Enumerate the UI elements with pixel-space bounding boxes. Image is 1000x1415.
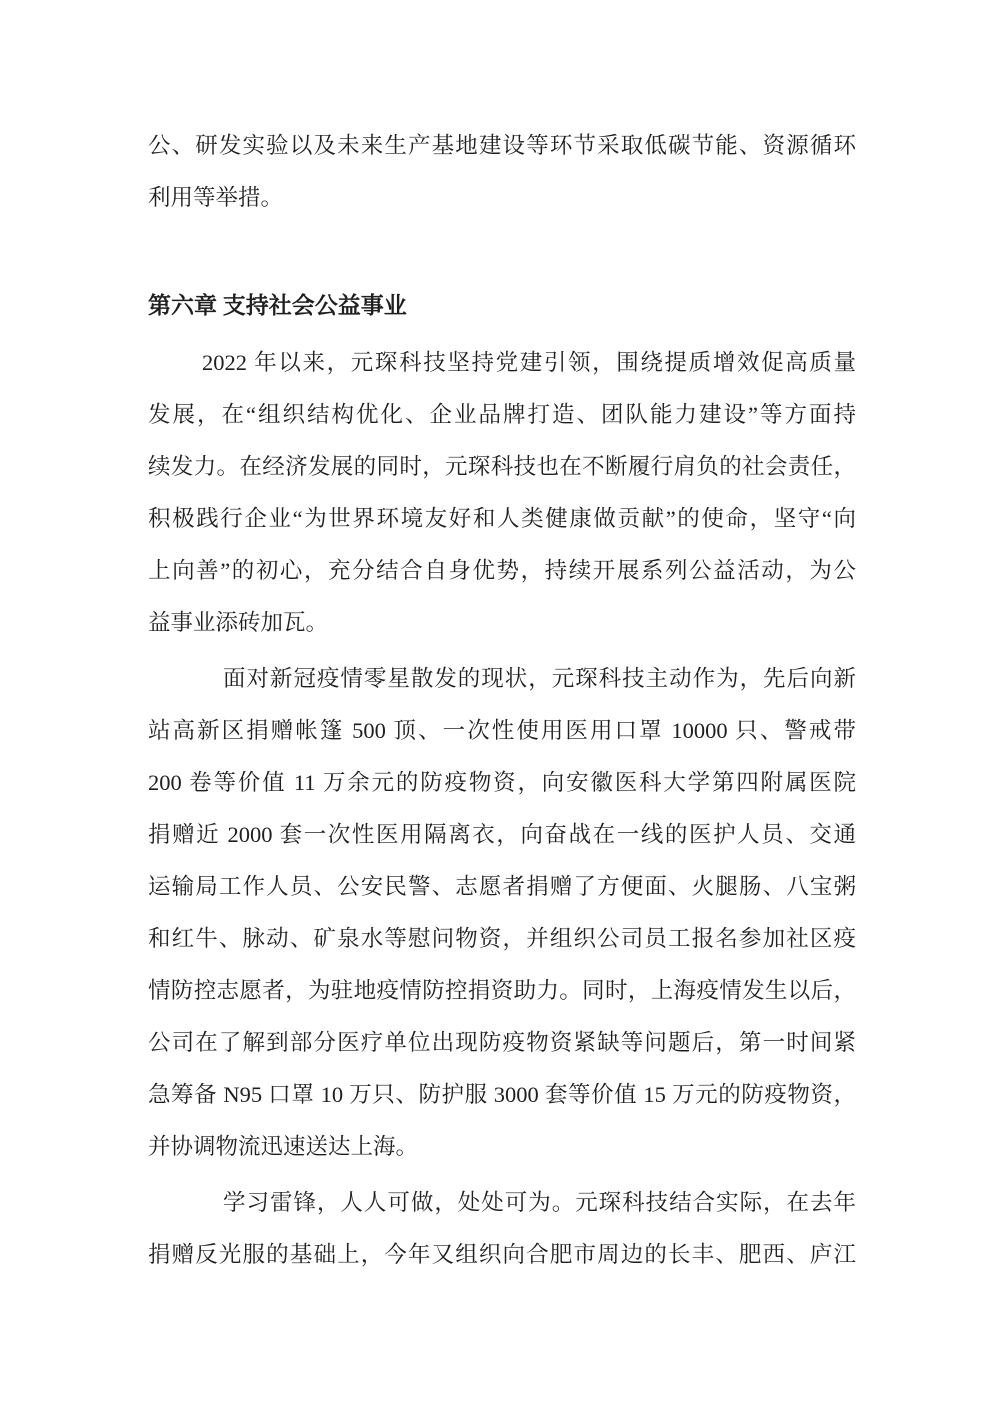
- text-line: 运输局工作人员、公安民警、志愿者捐赠了方便面、火腿肠、八宝粥: [148, 874, 856, 899]
- para-leifeng-reflective-vests: [148, 1177, 856, 1281]
- chapter-heading: 第六章 支持社会公益事业: [148, 293, 407, 318]
- text-line: 益事业添砖加瓦。: [148, 610, 329, 635]
- para-party-building-mission: [148, 337, 856, 649]
- text-line: 站高新区捐赠帐篷 500 顶、一次性使用医用口罩 10000 只、警戒带: [148, 718, 856, 743]
- text-line: 利用等举措。: [148, 185, 284, 210]
- text-line: 公司在了解到部分医疗单位出现防疫物资紧缺等问题后，第一时间紧: [148, 1030, 856, 1055]
- text-line: 捐赠近 2000 套一次性医用隔离衣，向奋战在一线的医护人员、交通: [148, 822, 856, 847]
- text-line: 面对新冠疫情零星散发的现状，元琛科技主动作为，先后向新: [223, 666, 856, 691]
- text-line: 急筹备 N95 口罩 10 万只、防护服 3000 套等价值 15 万元的防疫物资，: [148, 1082, 856, 1107]
- text-line: 捐赠反光服的基础上，今年又组织向合肥市周边的长丰、肥西、庐江: [148, 1242, 856, 1267]
- text-line: 公、研发实验以及未来生产基地建设等环节采取低碳节能、资源循环: [148, 133, 856, 158]
- text-content: [148, 120, 856, 1281]
- text-line: 和红牛、脉动、矿泉水等慰问物资，并组织公司员工报名参加社区疫: [148, 926, 856, 951]
- text-line: 200 卷等价值 11 万余元的防疫物资，向安徽医科大学第四附属医院: [148, 770, 856, 795]
- text-line: 续发力。在经济发展的同时，元琛科技也在不断履行肩负的社会责任，: [148, 454, 856, 479]
- text-line: 学习雷锋，人人可做，处处可为。元琛科技结合实际，在去年: [223, 1190, 856, 1215]
- para-carryover-lowcarbon: [148, 120, 856, 224]
- text-line: 积极践行企业“为世界环境友好和人类健康做贡献”的使命，坚守“向: [148, 506, 856, 531]
- text-line: 并协调物流迅速送达上海。: [148, 1134, 419, 1159]
- text-line: 上向善”的初心，充分结合自身优势，持续开展系列公益活动，为公: [148, 558, 856, 583]
- text-line: 情防控志愿者，为驻地疫情防控捐资助力。同时，上海疫情发生以后，: [148, 978, 856, 1003]
- text-line: 2022 年以来，元琛科技坚持党建引领，围绕提质增效促高质量: [202, 350, 856, 375]
- text-line: 发展，在“组织结构优化、企业品牌打造、团队能力建设”等方面持: [148, 402, 856, 427]
- para-covid-donations: [148, 653, 856, 1173]
